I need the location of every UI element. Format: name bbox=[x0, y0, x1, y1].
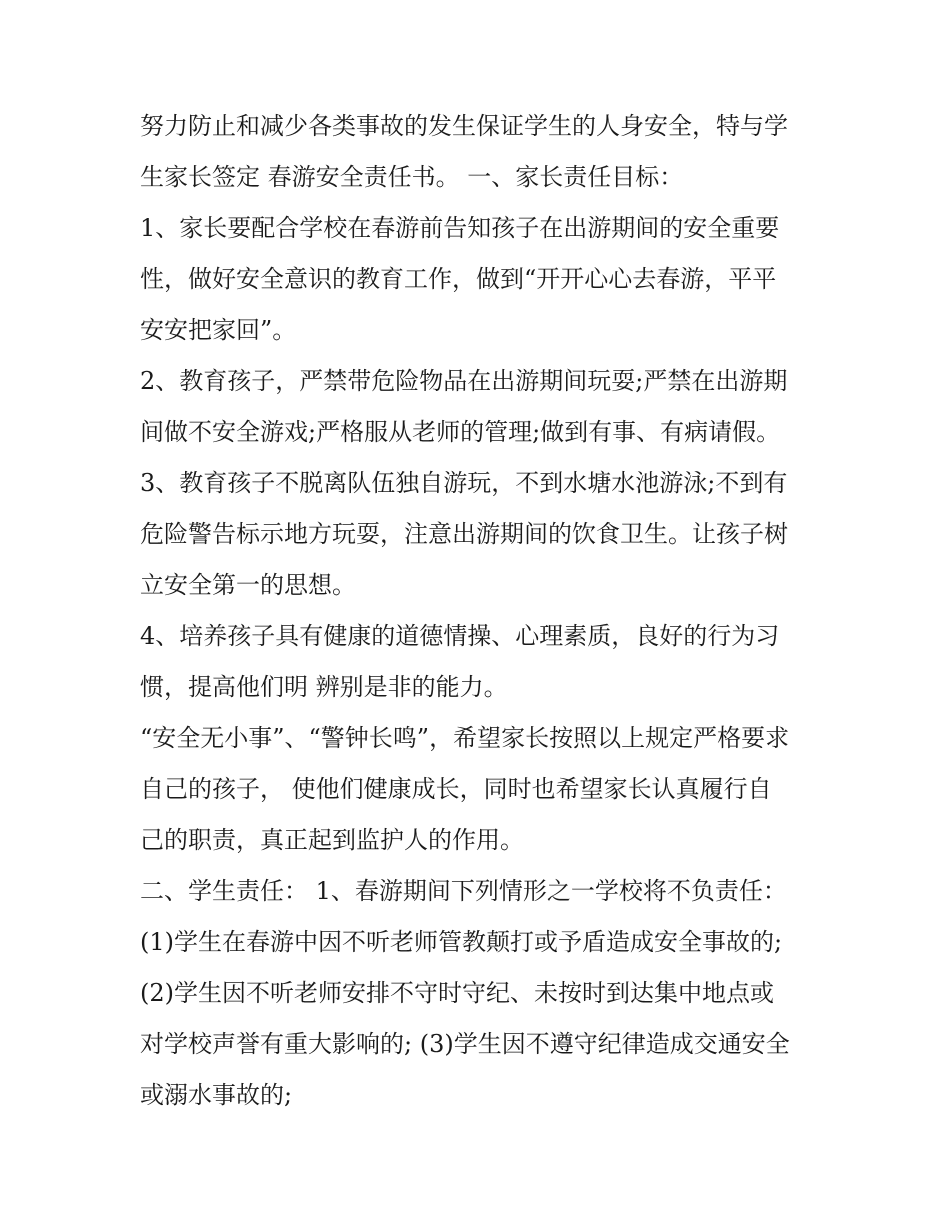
text-line: 自己的孩子， 使他们健康成长，同时也希望家长认真履行自 bbox=[140, 775, 772, 803]
text-line: 己的职责，真正起到监护人的作用。 bbox=[140, 826, 524, 854]
text-line: 3、教育孩子不脱离队伍独自游玩，不到水塘水池游泳;不到有 bbox=[140, 469, 788, 497]
text-line: 间做不安全游戏;严格服从老师的管理;做到有事、有病请假。 bbox=[140, 418, 781, 446]
text-line: “安全无小事”、“警钟长鸣”，希望家长按照以上规定严格要求 bbox=[140, 724, 790, 752]
text-line: 立安全第一的思想。 bbox=[140, 571, 356, 599]
text-line: 努力防止和减少各类事故的发生保证学生的人身安全，特与学 bbox=[140, 112, 788, 140]
document-body bbox=[140, 101, 820, 1121]
text-line: 1、家长要配合学校在春游前告知孩子在出游期间的安全重要 bbox=[140, 214, 780, 242]
text-line: 安安把家回”。 bbox=[140, 316, 297, 344]
text-line: 性，做好安全意识的教育工作，做到“开开心心去春游，平平 bbox=[140, 265, 777, 293]
text-line: (2)学生因不听老师安排不守时守纪、未按时到达集中地点或 bbox=[140, 979, 774, 1007]
text-line: (1)学生在春游中因不听老师管教颠打或予盾造成安全事故的; bbox=[140, 928, 783, 956]
text-line: 惯，提高他们明 辨别是非的能力。 bbox=[140, 673, 508, 701]
text-line: 2、教育孩子，严禁带危险物品在出游期间玩耍;严禁在出游期 bbox=[140, 367, 788, 395]
text-line: 生家长签定 春游安全责任书。 一、家长责任目标： bbox=[140, 163, 684, 191]
text-line: 或溺水事故的; bbox=[140, 1081, 293, 1109]
text-line: 4、培养孩子具有健康的道德情操、心理素质，良好的行为习 bbox=[140, 622, 780, 650]
text-line: 危险警告标示地方玩耍，注意出游期间的饮食卫生。让孩子树 bbox=[140, 520, 788, 548]
text-line: 对学校声誉有重大影响的; (3)学生因不遵守纪律造成交通安全 bbox=[140, 1030, 790, 1058]
text-line: 二、学生责任： 1、春游期间下列情形之一学校将不负责任： bbox=[140, 877, 787, 905]
